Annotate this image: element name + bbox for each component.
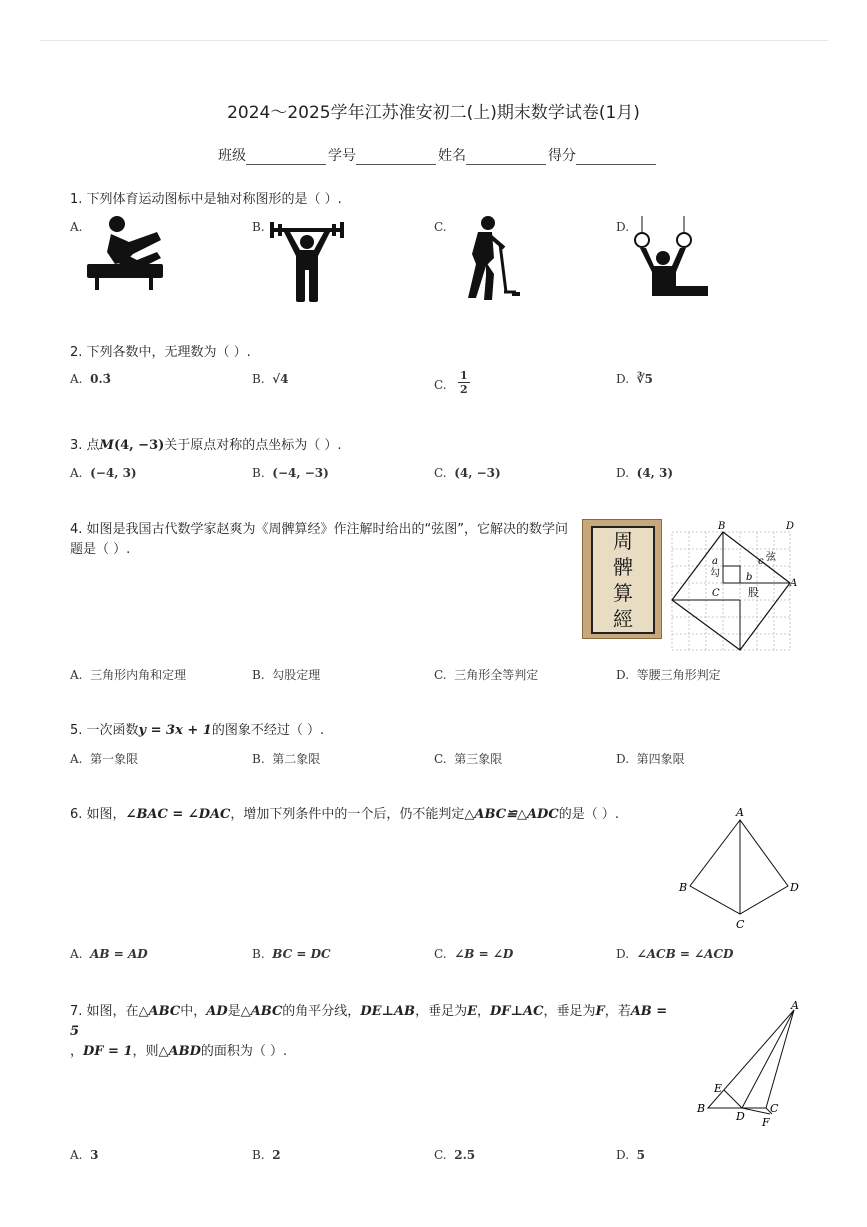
book-char-2: 髀 [613,555,633,579]
q3-stem-pre: 3. 点 [70,438,100,453]
book-char-3: 算 [613,581,633,605]
q2-option-b-label: B. [252,372,265,386]
label-B: B [697,1102,706,1115]
q7-option-d-label: D. [616,1148,630,1162]
q7-option-c-label: C. [434,1148,447,1162]
q7-option-b-value: 2 [272,1148,281,1162]
q7-option-c[interactable] [434,1148,475,1162]
q5-option-b-label: B. [252,752,265,766]
q4-option-a-value: 三角形内角和定理 [90,668,187,682]
rings-gymnastics-icon [630,214,712,300]
q6-option-c-value: ∠B = ∠D [454,947,514,961]
book-char-4: 經 [613,607,633,631]
ice-hockey-icon [448,214,528,304]
q6-option-c-label: C. [434,947,447,961]
label-F: F [762,1116,770,1129]
xian-tu-diagram [668,518,800,654]
q7-text: 是 [227,1004,241,1019]
label-D: D [786,521,795,532]
q3-stem-post: 关于原点对称的点坐标为（ ）. [164,438,342,453]
question-6-stem [70,805,619,825]
q6-option-b-value: BC = DC [272,947,331,961]
q7-option-d[interactable] [616,1148,645,1162]
label-xian: 弦 [766,552,776,563]
q6-stem-pre: 6. 如图， [70,807,126,822]
q7-text: ，则 [132,1044,159,1059]
q4-option-b[interactable] [252,666,320,683]
q5-option-c-value: 第三象限 [454,752,503,766]
q6-option-b[interactable] [252,947,331,961]
q7-text: ，若 [604,1004,631,1019]
label-C: C [736,918,745,931]
q7-option-a[interactable] [70,1148,98,1162]
student-id-field[interactable] [356,150,436,165]
q3-option-c-label: C. [434,466,447,480]
q3-option-b[interactable] [252,466,329,480]
q3-option-d-value: (4, 3) [636,466,674,480]
book-title-panel [591,526,655,634]
student-info-row [218,145,658,165]
q7-math: F [595,1004,605,1019]
question-3-stem [70,436,342,456]
q2-option-c[interactable] [434,369,470,399]
q4-stem-line-1: 4. 如图是我国古代数学家赵爽为《周髀算经》作注解时给出的“弦图”，它解决的数学问 [70,522,569,537]
q6-option-d-value: ∠ACB = ∠ACD [636,947,734,961]
q5-option-d[interactable] [616,750,685,767]
q7-text: ， [70,1044,84,1059]
q6-option-d-label: D. [616,947,630,961]
q6-stem-mid: ，增加下列条件中的一个后，仍不能判定 [230,807,465,822]
label-b: b [746,572,753,583]
q3-option-a[interactable] [70,466,137,480]
q5-option-b-value: 第二象限 [272,752,321,766]
q2-option-d-value: ∛5 [636,372,653,386]
q6-congruence: △ABC≌△ADC [464,807,559,822]
label-A: A [790,578,798,589]
q7-option-a-value: 3 [90,1148,99,1162]
name-label: 姓名 [438,148,466,164]
q7-math: DF⊥AC [490,1004,544,1019]
class-label: 班级 [218,148,246,164]
q5-option-a-label: A. [70,752,83,766]
q3-option-d[interactable] [616,466,673,480]
q7-math: △ABC [138,1004,181,1019]
q7-math: E [467,1004,477,1019]
q7-text: ， [477,1004,491,1019]
book-char-1: 周 [613,529,633,553]
q4-option-d-label: D. [616,668,630,682]
q2-option-c-label: C. [434,378,447,392]
q6-option-a-value: AB = AD [90,947,148,961]
q4-stem-line-2: 题是（ ）. [70,542,131,557]
q7-stem-line-1 [70,1002,680,1042]
q7-option-b[interactable] [252,1148,281,1162]
q5-option-c[interactable] [434,750,502,767]
q6-option-d[interactable] [616,947,733,961]
q5-option-b[interactable] [252,750,320,767]
score-field[interactable] [576,150,656,165]
question-5-stem [70,721,324,741]
top-divider [40,40,828,41]
q4-option-d-value: 等腰三角形判定 [636,668,721,682]
q3-point-coords: (4, −3) [113,438,165,453]
q3-option-c[interactable] [434,466,501,480]
q4-option-c[interactable] [434,666,538,683]
question-1-stem: 1. 下列体育运动图标中是轴对称图形的是（ ）. [70,192,342,207]
name-field[interactable] [466,150,546,165]
label-gu: 股 [748,586,759,599]
class-field[interactable] [246,150,326,165]
q4-option-a[interactable] [70,666,186,683]
label-C: C [770,1102,779,1115]
q5-option-d-value: 第四象限 [636,752,685,766]
q7-text: 中， [180,1004,207,1019]
q2-option-b-value: √4 [272,372,289,386]
q6-stem-post: 的是（ ）. [558,807,619,822]
q1-option-a-label: A. [70,220,83,234]
q7-option-a-label: A. [70,1148,83,1162]
question-7-stem [70,1002,680,1062]
q7-text: ，垂足为 [543,1004,596,1019]
fraction-numerator: 1 [460,369,468,382]
q3-option-c-value: (4, −3) [454,466,501,480]
q1-option-d-label: D. [616,220,630,234]
question-4-stem [70,520,570,560]
angle-bisector-diagram [694,998,806,1130]
q2-option-b[interactable] [252,372,289,386]
q6-option-a-label: A. [70,947,83,961]
label-gou: 勾 [710,568,720,579]
q7-math: △ABC [240,1004,283,1019]
q2-option-d[interactable] [616,372,653,386]
q7-option-b-label: B. [252,1148,265,1162]
q4-option-b-value: 勾股定理 [272,668,321,682]
q5-stem-post: 的图象不经过（ ）. [211,723,325,738]
q5-option-d-label: D. [616,752,630,766]
label-C: C [712,588,720,599]
zhoubi-suanjing-book-image [582,519,662,639]
q5-equation: y = 3x + 1 [138,723,212,738]
q5-stem-pre: 5. 一次函数 [70,723,139,738]
q4-option-b-label: B. [252,668,265,682]
q7-text: 的角平分线， [282,1004,361,1019]
q5-option-a-value: 第一象限 [90,752,139,766]
q3-option-b-label: B. [252,466,265,480]
label-D: D [736,1110,745,1123]
q6-angle-condition: ∠BAC = ∠DAC [125,807,231,822]
q6-option-b-label: B. [252,947,265,961]
score-label: 得分 [548,148,576,164]
q3-option-b-value: (−4, −3) [272,466,329,480]
q2-option-d-label: D. [616,372,630,386]
q7-math: AD [206,1004,228,1019]
label-A: A [791,999,799,1012]
fraction-denominator: 2 [460,383,468,396]
question-2-stem: 2. 下列各数中，无理数为（ ）. [70,345,251,360]
q5-option-c-label: C. [434,752,447,766]
q1-option-c-label: C. [434,220,447,234]
q4-option-c-label: C. [434,668,447,682]
q7-math: AB = 5 [70,1004,668,1039]
label-a: a [712,556,718,567]
kite-triangle-diagram [676,802,806,932]
q7-math: DF = 1 [83,1044,133,1059]
label-A: A [736,806,744,819]
q2-option-c-fraction [458,369,470,396]
label-B: B [718,521,726,532]
q6-option-c[interactable] [434,947,513,961]
q7-text: 的面积为（ ）. [200,1044,288,1059]
q1-option-b-label: B. [252,220,265,234]
q7-option-d-value: 5 [636,1148,646,1162]
label-c: c [758,556,764,567]
q3-option-d-label: D. [616,466,630,480]
q2-option-a[interactable] [70,372,111,386]
weightlifting-icon [268,214,346,306]
page-title: 2024～2025学年江苏淮安初二(上)期末数学试卷(1月) [227,103,640,123]
student-id-label: 学号 [328,148,356,164]
q7-text: ，垂足为 [415,1004,468,1019]
label-B: B [679,881,688,894]
q2-option-a-label: A. [70,372,83,386]
label-E: E [714,1082,723,1095]
label-D: D [790,881,799,894]
q7-math: △ABD [158,1044,201,1059]
q7-stem-line-2 [70,1042,680,1062]
q3-option-a-value: (−4, 3) [90,466,137,480]
q7-text: 7. 如图，在 [70,1004,139,1019]
q5-option-a[interactable] [70,750,138,767]
q2-option-a-value: 0.3̇ [90,372,112,386]
q7-option-c-value: 2.5 [454,1148,476,1162]
q6-option-a[interactable] [70,947,148,961]
q3-option-a-label: A. [70,466,83,480]
q4-option-a-label: A. [70,668,83,682]
pommel-horse-icon [85,212,165,294]
q7-math: DE⊥AB [360,1004,416,1019]
q3-point-name: M [99,438,114,453]
q4-option-d[interactable] [616,666,721,683]
q4-option-c-value: 三角形全等判定 [454,668,539,682]
